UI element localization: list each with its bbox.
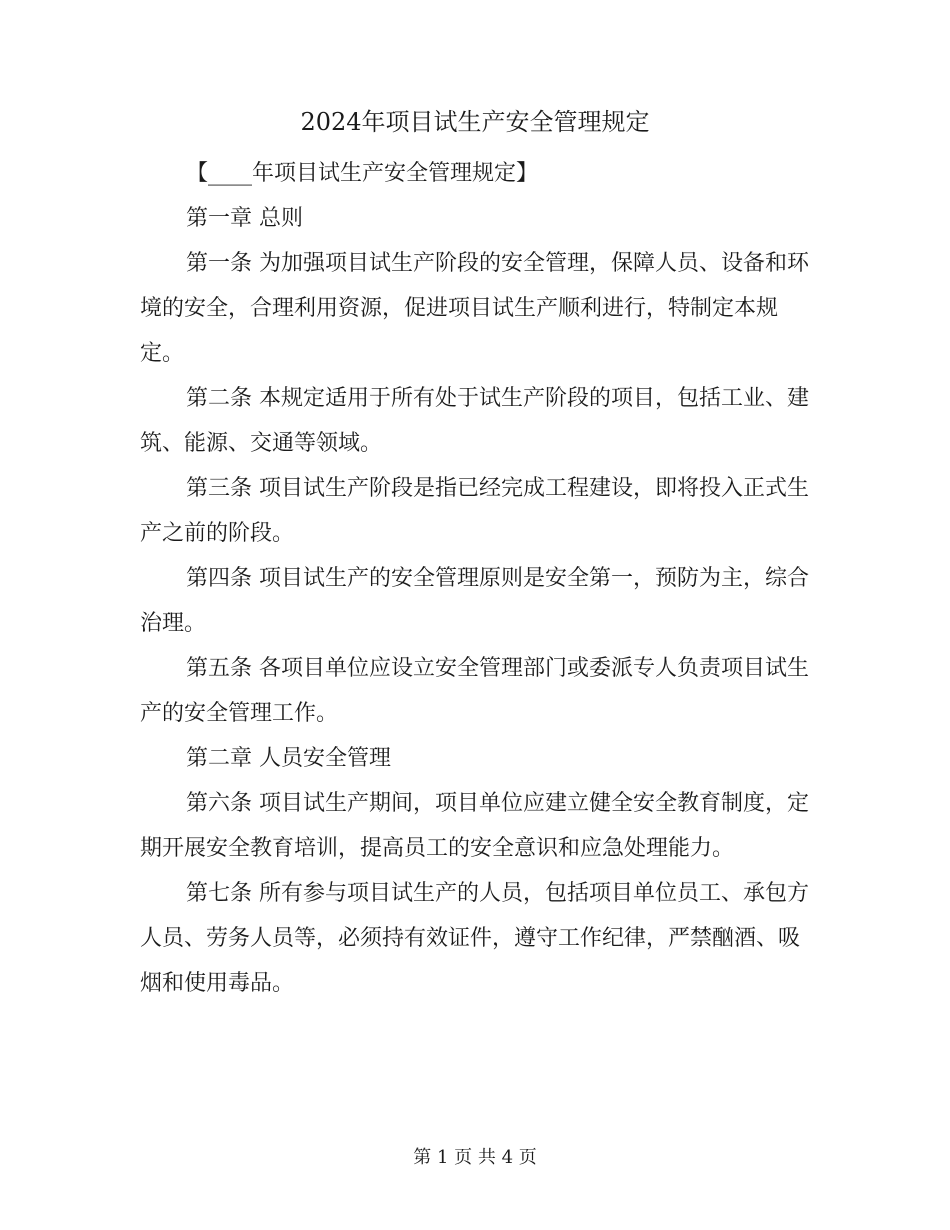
chapter-heading: 第一章 总则 xyxy=(186,206,303,231)
article-paragraph: 第七条 所有参与项目试生产的人员，包括项目单位员工、承包方人员、劳务人员等，必须持有效证件，遵守工作纪律，严禁酗酒、吸烟和使用毒品。 xyxy=(140,881,809,996)
document-title: 2024年项目试生产安全管理规定 xyxy=(300,108,650,136)
article-paragraph: 第六条 项目试生产期间，项目单位应建立健全安全教育制度，定期开展安全教育培训，提高员工的安全意识和应急处理能力。 xyxy=(140,791,809,861)
bracket-heading: 【____年项目试生产安全管理规定】 xyxy=(186,161,539,186)
document-body xyxy=(140,151,812,1006)
article-paragraph: 第五条 各项目单位应设立安全管理部门或委派专人负责项目试生产的安全管理工作。 xyxy=(140,656,809,726)
article-paragraph: 第二条 本规定适用于所有处于试生产阶段的项目，包括工业、建筑、能源、交通等领域。 xyxy=(140,386,809,456)
article-paragraph: 第一条 为加强项目试生产阶段的安全管理，保障人员、设备和环境的安全，合理利用资源，促进项目试生产顺利进行，特制定本规定。 xyxy=(140,251,809,366)
article-paragraph: 第三条 项目试生产阶段是指已经完成工程建设，即将投入正式生产之前的阶段。 xyxy=(140,476,809,546)
article-paragraph: 第四条 项目试生产的安全管理原则是安全第一，预防为主，综合治理。 xyxy=(140,566,809,636)
chapter-heading: 第二章 人员安全管理 xyxy=(186,746,391,771)
page-number-footer: 第 1 页 共 4 页 xyxy=(413,1147,537,1168)
